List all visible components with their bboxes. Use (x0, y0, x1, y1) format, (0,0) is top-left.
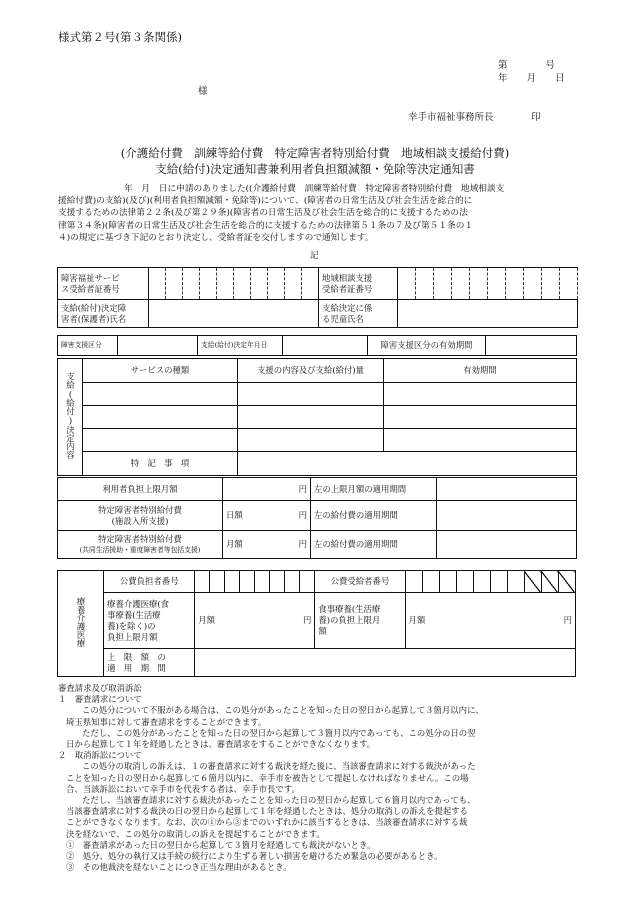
benefit-period-field[interactable] (437, 501, 577, 531)
digit-cell[interactable] (268, 268, 285, 300)
digit-cell[interactable] (560, 268, 578, 300)
special-notes-label: 特 記 事 項 (83, 452, 238, 476)
title-line-1: (介護給付費 訓練等給付費 特定障害者特別給付費 地域相談支援給付費) (120, 146, 510, 160)
meal-limit-label: 食事療養(生活療 養)の負担上限月 額 (315, 593, 405, 649)
digit-cell[interactable] (456, 571, 473, 593)
appeal-notes: 審査請求及び取消訴訟 １ 審査請求について この処分について不服がある場合は、この処分があったことを知った日の翌日から起算して３箇月以内に、 埼玉県知事に対して審査請求をすることができます。 ただし、この処分があったことを知った日の翌日から起算して３箇月以内であっても、この処分の日の翌 日から起算して１年を経過したときは、審査請求をすることができなくなります。 ２ 取消訴訟について この処分の取消しの訴えは、１の審査請求に対する裁決を経た後に、当該審査請求に対する裁決があった ことを知った日の翌日から起算して６箇月以内に、幸手市を被告として提起しなければなりません。この場 合、当該訴訟において幸手市を代表する者は、幸手市長です。 ただし、当該審査請求に対する裁決があったことを知った日の翌日から起算して６箇月以内であっても、 当該審査請求に対する裁決の日の翌日から起算して１年を経過したときは、処分の取消しの訴えを提起する ことができなくなります。なお、次の①から③までのいずれかに該当するときは、当該審査請求に対する裁 決を経ないで、この処分の取消しの訴えを提起することができます。 ① 審査請求があった日の翌日から起算して３箇月を経過しても裁決がないとき。 ② 処分、処分の執行又は手続の続行により生ずる著しい損害を避けるため緊急の必要があるとき。 ③ その他裁決を経ないことにつき正当な理由があるとき。 (58, 683, 484, 873)
disability-class-label: 障害支援区分 (58, 336, 118, 356)
addressee-label: 様 (198, 86, 208, 97)
limit-period-field[interactable] (195, 649, 576, 677)
digit-cell[interactable] (422, 571, 439, 593)
support-content-cell[interactable] (238, 406, 384, 429)
decision-table (57, 267, 578, 328)
service-type-cell[interactable] (83, 406, 238, 429)
decided-person-name-field[interactable] (149, 300, 319, 328)
child-name-field[interactable] (398, 300, 578, 328)
support-content-cell[interactable] (238, 383, 384, 406)
payer-number-label: 公費負担者番号 (104, 571, 195, 593)
digit-cell[interactable] (473, 571, 490, 593)
document-number: 第 号 (498, 60, 556, 71)
digit-cell[interactable] (240, 571, 255, 593)
digit-cell[interactable] (302, 268, 319, 300)
medical-limit-label: 療養介護医療(食 事療養(生活療 養)を除く)の 負担上限月額 (104, 593, 195, 649)
special-notes-field[interactable] (238, 452, 577, 476)
digit-cell[interactable] (398, 268, 416, 300)
decision-date-field[interactable] (283, 336, 368, 356)
special-benefit-facility-label: 特定障害者特別給付費 (施設入所支援) (58, 501, 223, 531)
burden-limit-field[interactable]: 円 (223, 478, 311, 501)
ki-mark: 記 (310, 251, 319, 261)
digit-cell[interactable] (488, 268, 506, 300)
service-type-header: サービスの種類 (83, 359, 238, 383)
digit-cell[interactable] (210, 571, 225, 593)
digit-cell[interactable] (183, 268, 200, 300)
child-name-label: 支給決定に係 る児童氏名 (319, 300, 398, 328)
digit-cell[interactable] (542, 268, 560, 300)
document-date: 年 月 日 (498, 73, 565, 84)
digit-cell-disabled (558, 571, 575, 593)
digit-cell[interactable] (506, 268, 524, 300)
decided-person-name-label: 支給(給付)決定障 害者(保護者)氏名 (58, 300, 149, 328)
limit-period-label: 上 限 額 の 適 用 期 間 (104, 649, 195, 677)
period-header: 有効期間 (384, 359, 577, 383)
digit-cell[interactable] (255, 571, 270, 593)
decision-date-label: 支給(給付)決定年月日 (198, 336, 283, 356)
service-type-cell[interactable] (83, 383, 238, 406)
support-content-header: 支援の内容及び支給(給付)量 (238, 359, 384, 383)
service-type-cell[interactable] (83, 429, 238, 452)
title-line-2: 支給(給付)決定通知書兼利用者負担額減額・免除等決定通知書 (155, 162, 475, 176)
period-cell[interactable] (384, 383, 577, 406)
form-number: 様式第２号(第３条関係) (58, 30, 182, 44)
digit-cell[interactable] (452, 268, 470, 300)
recipient-public-number-label: 公費受給者番号 (315, 571, 405, 593)
burden-period-field[interactable] (437, 478, 577, 501)
digit-cell[interactable] (524, 268, 542, 300)
benefit-period-field-2[interactable] (437, 531, 577, 559)
validity-period-field[interactable] (486, 336, 577, 356)
digit-cell[interactable] (416, 268, 434, 300)
digit-cell[interactable] (217, 268, 234, 300)
burden-period-label: 左の上限月額の適用期間 (311, 478, 437, 501)
community-number-label: 地域相談支援 受給者証番号 (319, 268, 398, 300)
digit-cell-disabled (541, 571, 558, 593)
medical-care-side-label: 療養介護医療 (58, 571, 104, 677)
intro-paragraph: 年 月 日に申請のありました((介護給付費 訓練等給付費 特定障害者特別給付費 地域相談支 援給付費)の支給)(及び)(利用者負担額減額・免除等)について、(障害者の日常生活及び社会生活を総合的に 支援するための法律第２２条(及び第２９条)(障害者の日常生活及び社会生活を総合的に支援するための法 律第３４条)(障害者の日常生活及び社会生活を総合的に支援するための法律第５１条の７及び第５１条の１ ４)の規定に基づき下記のとおり決定し、受給者証を交付しますので通知します。 (58, 184, 505, 243)
digit-cell[interactable] (166, 268, 183, 300)
digit-cell[interactable] (270, 571, 285, 593)
digit-cell[interactable] (225, 571, 240, 593)
digit-cell[interactable] (507, 571, 524, 593)
digit-cell[interactable] (405, 571, 422, 593)
benefit-period-label-2: 左の給付費の適用期間 (311, 531, 437, 559)
decision-content-side-label: 支給(給付)決定内容 (58, 359, 83, 476)
digit-cell[interactable] (200, 268, 217, 300)
digit-cell-disabled (524, 571, 541, 593)
digit-cell[interactable] (470, 268, 488, 300)
digit-cell[interactable] (434, 268, 452, 300)
digit-cell[interactable] (300, 571, 315, 593)
digit-cell[interactable] (490, 571, 507, 593)
digit-cell[interactable] (195, 571, 210, 593)
validity-period-label: 障害支援区分の有効期間 (368, 336, 486, 356)
burden-table (57, 477, 577, 559)
class-row-table (57, 335, 577, 356)
digit-cell[interactable] (149, 268, 166, 300)
medical-limit-field[interactable]: 月額 円 (195, 593, 315, 649)
seal-mark: 印 (531, 112, 541, 123)
period-cell[interactable] (384, 406, 577, 429)
monthly-amount-field[interactable]: 月額 円 (223, 531, 311, 559)
support-content-cell[interactable] (238, 429, 384, 452)
meal-limit-field[interactable]: 月額 円 (405, 593, 575, 649)
disability-class-field[interactable] (118, 336, 198, 356)
digit-cell[interactable] (285, 268, 302, 300)
daily-amount-field[interactable]: 日額 円 (223, 501, 311, 531)
digit-cell[interactable] (251, 268, 268, 300)
medical-table (57, 570, 576, 677)
period-cell[interactable] (384, 429, 577, 452)
digit-cell[interactable] (285, 571, 300, 593)
digit-cell[interactable] (439, 571, 456, 593)
special-benefit-group-label: 特定障害者特別給付費 (共同生活援助・重度障害者等包括支援) (58, 531, 223, 559)
issuer-name: 幸手市福祉事務所長 (408, 112, 494, 123)
benefit-period-label: 左の給付費の適用期間 (311, 501, 437, 531)
burden-limit-label: 利用者負担上限月額 (58, 478, 223, 501)
decision-content-table (57, 358, 577, 476)
recipient-number-label: 障害福祉サービ ス受給者証番号 (58, 268, 149, 300)
digit-cell[interactable] (234, 268, 251, 300)
